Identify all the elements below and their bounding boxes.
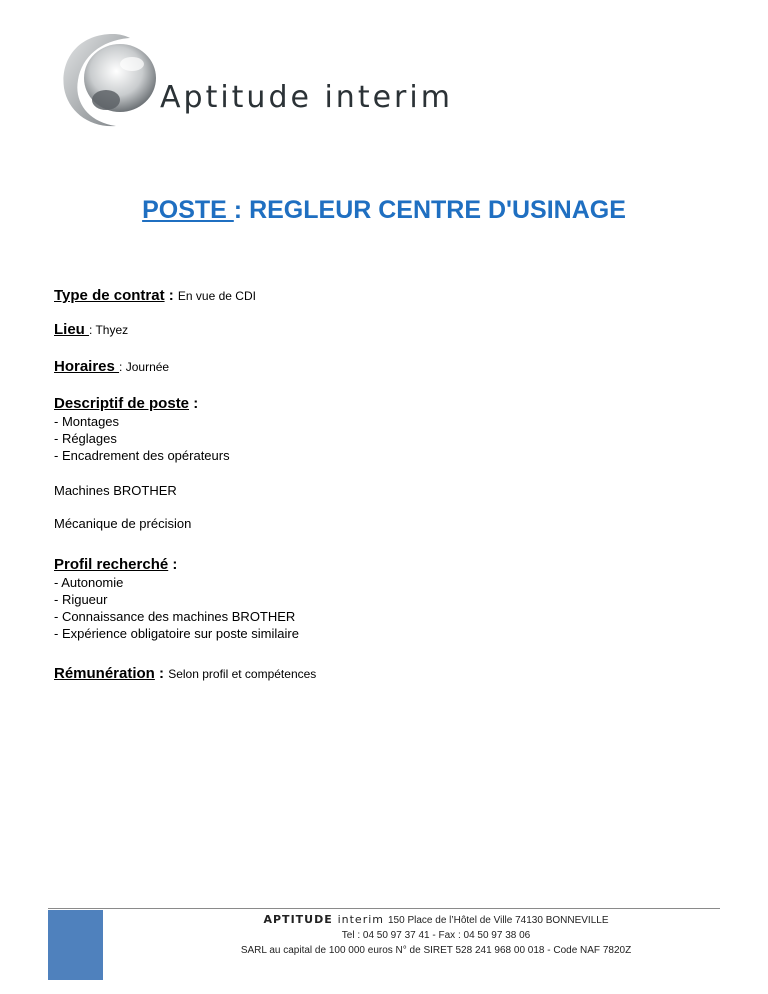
list-item: - Autonomie xyxy=(54,575,124,590)
footer-legal: SARL au capital de 100 000 euros N° de SIRET 528 241 968 00 018 - Code NAF 7820Z xyxy=(240,945,632,956)
title-job: : REGLEUR CENTRE D'USINAGE xyxy=(233,196,626,224)
sphere-logo-icon xyxy=(58,30,168,130)
location-label: Lieu xyxy=(54,321,90,338)
footer-brand xyxy=(263,913,384,926)
separator: : xyxy=(119,360,126,374)
footer xyxy=(104,912,768,958)
list-item: - Expérience obligatoire sur poste similaire xyxy=(54,626,299,641)
footer-brand-b: interim xyxy=(337,913,384,926)
contract-type-label: Type de contrat xyxy=(54,287,165,304)
hours-label: Horaires xyxy=(54,358,120,375)
job-description-label: Descriptif de poste xyxy=(54,395,190,412)
location-value: Thyez xyxy=(95,323,129,337)
footer-divider xyxy=(48,908,720,909)
separator: : xyxy=(168,556,178,573)
job-description-heading xyxy=(54,395,198,412)
contract-type-field xyxy=(54,287,256,304)
list-item: - Montages xyxy=(54,414,120,429)
salary-label: Rémunération xyxy=(54,665,155,682)
list-item: - Réglages xyxy=(54,431,117,446)
profile-list xyxy=(54,574,299,642)
separator: : xyxy=(154,665,169,682)
page-title xyxy=(0,196,768,225)
footer-brand-a: APTITUDE xyxy=(263,913,333,926)
list-item: - Encadrement des opérateurs xyxy=(54,448,230,463)
list-item: - Connaissance des machines BROTHER xyxy=(54,609,296,624)
profile-label: Profil recherché xyxy=(54,556,169,573)
title-prefix: POSTE xyxy=(142,196,234,224)
logo-wordmark: Aptitude interim xyxy=(160,80,453,115)
separator: : xyxy=(189,395,199,412)
footer-address: 150 Place de l’Hôtel de Ville 74130 BONNEVILLE xyxy=(388,915,609,926)
precision-line: Mécanique de précision xyxy=(54,516,192,531)
footer-accent-block xyxy=(48,910,103,980)
separator: : xyxy=(164,287,178,304)
location-field xyxy=(54,321,128,338)
salary-field xyxy=(54,665,316,682)
job-description-list xyxy=(54,413,230,464)
contract-type-value: En vue de CDI xyxy=(177,289,256,303)
footer-phone: Tel : 04 50 97 37 41 - Fax : 04 50 97 38 06 xyxy=(341,930,531,941)
footer-line-1 xyxy=(104,912,768,928)
list-item: - Rigueur xyxy=(54,592,108,607)
machines-line: Machines BROTHER xyxy=(54,483,177,498)
salary-value: Selon profil et compétences xyxy=(168,667,317,681)
hours-field xyxy=(54,358,169,375)
profile-heading xyxy=(54,556,177,573)
hours-value: Journée xyxy=(125,360,170,374)
separator: : xyxy=(89,323,96,337)
